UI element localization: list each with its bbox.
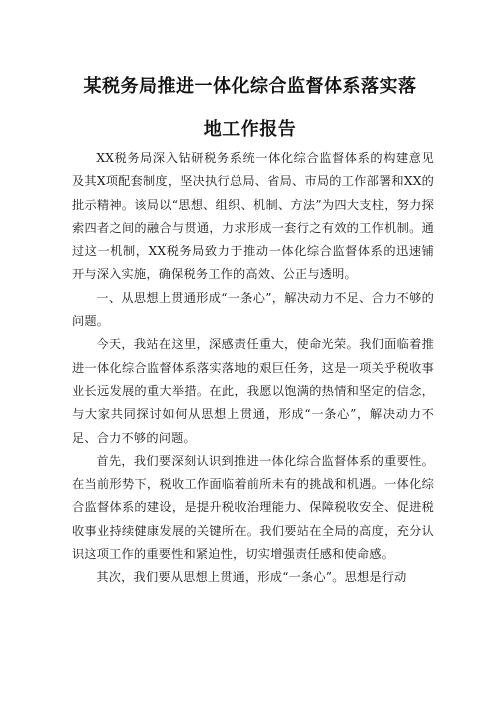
paragraph-intro: XX税务局深入钻研税务系统一体化综合监督体系的构建意见及其X项配套制度，坚决执行总局、省局、市局的工作部署和XX的批示精神。该局以“思想、组织、机制、方法”为四大支柱，努力探索四者之间的融合与贯通，力求形成一套行之有效的工作机制。通过这一机制，XX税务局致力于推动一体化综合监督体系的迅速铺开与深入实施，确保税务工作的高效、公正与透明。 (72, 151, 434, 282)
section-heading-1: 一、从思想上贯通形成“一条心”，解决动力不足、合力不够的问题。 (72, 290, 434, 329)
paragraph-speech-opening: 今天，我站在这里，深感责任重大，使命光荣。我们面临着推进一体化综合监督体系落实落地的艰巨任务，这是一项关乎税收事业长远发展的重大举措。在此，我愿以饱满的热情和坚定的信念，与大家共同探讨如何从思想上贯通，形成“一条心”，解决动力不足、合力不够的问题。 (72, 337, 434, 445)
paragraph-second-point: 其次，我们要从思想上贯通，形成“一条心”。思想是行动 (96, 570, 407, 585)
document-title-line-2: 地工作报告 (203, 119, 297, 140)
document-body (72, 147, 434, 590)
document-title-line-1: 某税务局推进一体化综合监督体系落实落 (83, 76, 417, 97)
paragraph-first-point: 首先，我们要深刻认识到推进一体化综合监督体系的重要性。在当前形势下，税收工作面临着前所未有的挑战和机遇。一体化综合监督体系的建设，是提升税收治理能力、保障税收安全、促进税收事业持续健康发展的关键所在。我们要站在全局的高度，充分认识这项工作的重要性和紧迫性，切实增强责任感和使命感。 (72, 453, 434, 562)
